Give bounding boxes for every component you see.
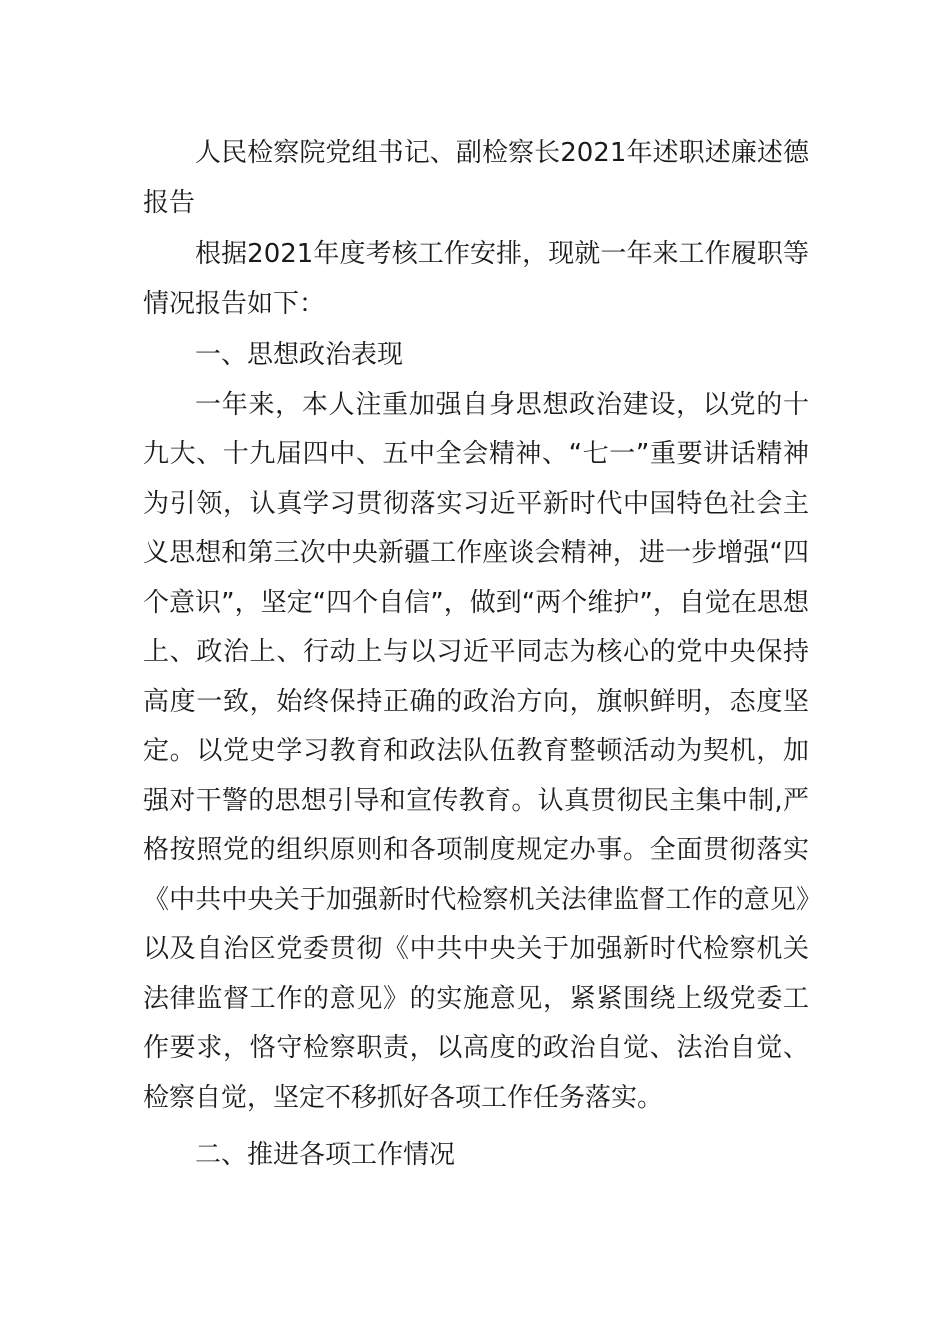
section-heading-1: 一、思想政治表现 <box>195 340 404 370</box>
document-title: 人民检察院党组书记、副检察长2021年述职述廉述德报告 <box>143 138 809 218</box>
section-paragraph-1: 一年来，本人注重加强自身思想政治建设，以党的十九大、十九届四中、五中全会精神、“七一”重要讲话精神为引领，认真学习贯彻落实习近平新时代中国特色社会主义思想和第三次中央新疆工作座谈会精神，进一步增强“四个意识”，坚定“四个自信”，做到“两个维护”，自觉在思想上、政治上、行动上与以习近平同志为核心的党中央保持高度一致，始终保持正确的政治方向，旗帜鲜明，态度坚定。以党史学习教育和政法队伍教育整顿活动为契机，加强对干警的思想引导和宣传教育。认真贯彻民主集中制,严格按照党的组织原则和各项制度规定办事。全面贯彻落实《中共中央关于加强新时代检察机关法律监督工作的意见》以及自治区党委贯彻《中共中央关于加强新时代检察机关法律监督工作的意见》的实施意见，紧紧围绕上级党委工作要求，恪守检察职责，以高度的政治自觉、法治自觉、检察自觉，坚定不移抓好各项工作任务落实。 <box>143 389 809 1113</box>
intro-paragraph: 根据2021年度考核工作安排，现就一年来工作履职等情况报告如下： <box>143 239 809 319</box>
document-body <box>143 129 809 1181</box>
section-heading-2: 二、推进各项工作情况 <box>195 1140 456 1170</box>
